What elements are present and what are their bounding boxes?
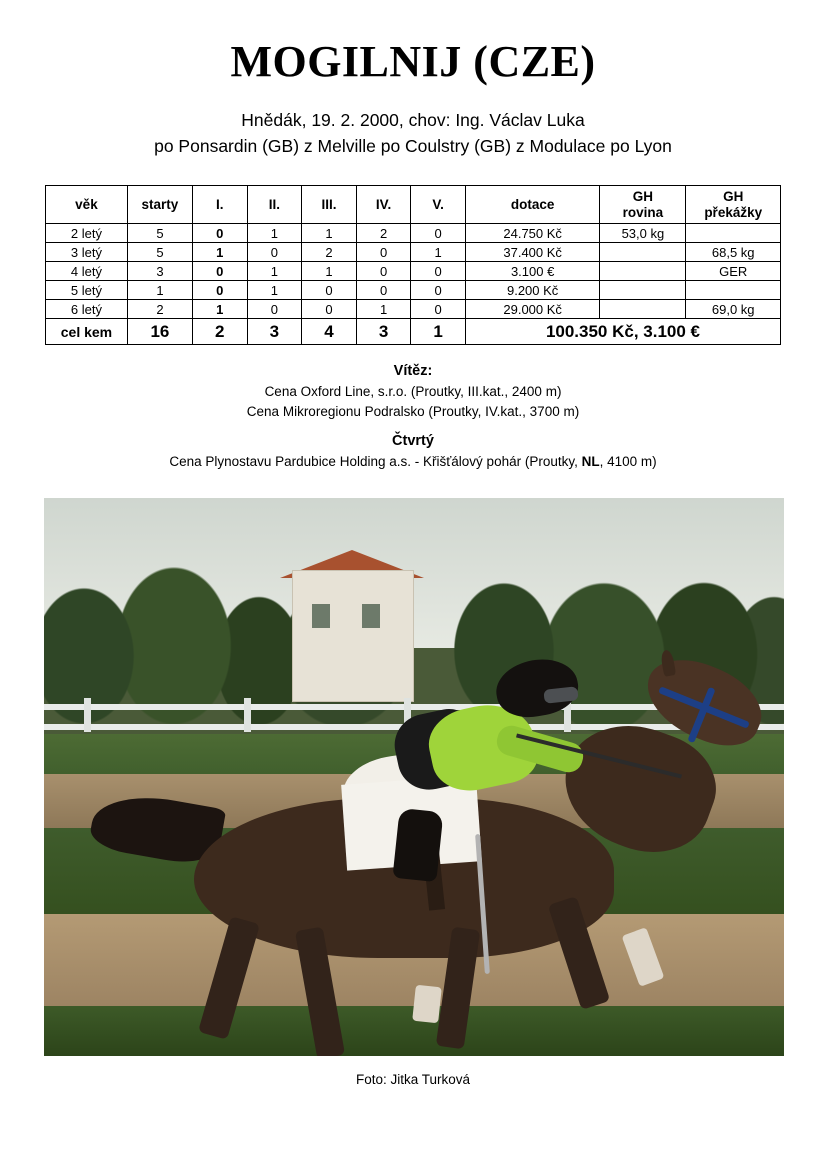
- cell-i: 0: [192, 262, 247, 281]
- winner-heading: Vítěz:: [393, 363, 433, 380]
- cell-i: 0: [192, 281, 247, 300]
- total-v: 1: [411, 319, 466, 345]
- cell-dotace: 9.200 Kč: [465, 281, 599, 300]
- gh-prekazky-line1: GH: [723, 189, 744, 205]
- photo-rail-post: [244, 698, 251, 732]
- cell-vek: 6 letý: [46, 300, 128, 319]
- cell-gh-rovina: [600, 243, 686, 262]
- col-header-iv: IV.: [356, 186, 411, 224]
- cell-vek: 4 letý: [46, 262, 128, 281]
- photo-jockey-boot: [392, 808, 443, 882]
- total-iii: 4: [302, 319, 357, 345]
- col-header-v: V.: [411, 186, 466, 224]
- winner-race-1: Cena Oxford Line, s.r.o. (Proutky, III.kat., 2400 m): [264, 384, 562, 400]
- cell-starty: 2: [127, 300, 192, 319]
- cell-ii: 0: [247, 243, 302, 262]
- gh-rovina-line2: rovina: [622, 204, 664, 220]
- col-header-gh-rovina: [600, 186, 686, 224]
- photo-credit: Foto: Jitka Turková: [355, 1071, 471, 1087]
- table-row: [46, 262, 781, 281]
- fourth-race-pre: Cena Plynostavu Pardubice Holding a.s. - Křišťálový pohár (Proutky,: [169, 454, 582, 470]
- cell-iv: 0: [356, 281, 411, 300]
- total-starty: 16: [127, 319, 192, 345]
- gh-rovina-line1: GH: [632, 189, 654, 205]
- birth-breeder-line: Hnědák, 19. 2. 2000, chov: Ing. Václav Luka: [241, 110, 585, 131]
- cell-ii: 1: [247, 262, 302, 281]
- col-header-starty: starty: [127, 186, 192, 224]
- fourth-race-post: , 4100 m): [599, 454, 657, 470]
- cell-iii: 0: [302, 281, 357, 300]
- winner-race-2: Cena Mikroregionu Podralsko (Proutky, IV.kat., 3700 m): [246, 403, 580, 419]
- cell-gh-prekazky: 69,0 kg: [686, 300, 781, 319]
- cell-iv: 0: [356, 243, 411, 262]
- cell-starty: 5: [127, 243, 192, 262]
- cell-i: 1: [192, 300, 247, 319]
- pedigree-line: po Ponsardin (GB) z Melville po Coulstry (GB) z Modulace po Lyon: [154, 135, 672, 156]
- col-header-gh-prekazky: [686, 186, 781, 224]
- pedigree-block: [44, 108, 782, 159]
- table-row: [46, 300, 781, 319]
- photo-scene: [44, 498, 784, 1056]
- total-ii: 3: [247, 319, 302, 345]
- career-stats-table: [45, 185, 781, 345]
- gh-prekazky-line2: překážky: [704, 204, 763, 220]
- cell-ii: 1: [247, 224, 302, 243]
- cell-dotace: 37.400 Kč: [465, 243, 599, 262]
- photo-house: [292, 570, 414, 702]
- cell-gh-rovina: [600, 262, 686, 281]
- cell-gh-prekazky: [686, 224, 781, 243]
- cell-i: 0: [192, 224, 247, 243]
- cell-dotace: 3.100 €: [465, 262, 599, 281]
- cell-vek: 2 letý: [46, 224, 128, 243]
- cell-gh-rovina: [600, 281, 686, 300]
- cell-gh-prekazky: GER: [686, 262, 781, 281]
- cell-v: 1: [411, 243, 466, 262]
- cell-v: 0: [411, 281, 466, 300]
- total-dotace: 100.350 Kč, 3.100 €: [465, 319, 780, 345]
- cell-vek: 3 letý: [46, 243, 128, 262]
- cell-starty: 5: [127, 224, 192, 243]
- cell-iv: 0: [356, 262, 411, 281]
- cell-gh-rovina: 53,0 kg: [600, 224, 686, 243]
- cell-starty: 3: [127, 262, 192, 281]
- table-row: [46, 281, 781, 300]
- cell-i: 1: [192, 243, 247, 262]
- total-label: cel kem: [46, 319, 128, 345]
- col-header-dotace: dotace: [465, 186, 599, 224]
- page-title: MOGILNIJ (CZE): [230, 37, 596, 86]
- cell-gh-rovina: [600, 300, 686, 319]
- col-header-vek: věk: [46, 186, 128, 224]
- table-row: [46, 243, 781, 262]
- col-header-i: I.: [192, 186, 247, 224]
- cell-iii: 1: [302, 224, 357, 243]
- cell-gh-prekazky: [686, 281, 781, 300]
- cell-iv: 1: [356, 300, 411, 319]
- photo-house-window: [362, 604, 380, 628]
- cell-dotace: 29.000 Kč: [465, 300, 599, 319]
- cell-dotace: 24.750 Kč: [465, 224, 599, 243]
- race-photo: [44, 498, 784, 1056]
- cell-iii: 2: [302, 243, 357, 262]
- cell-v: 0: [411, 224, 466, 243]
- cell-v: 0: [411, 262, 466, 281]
- col-header-iii: III.: [302, 186, 357, 224]
- cell-iii: 0: [302, 300, 357, 319]
- photo-rail-post: [84, 698, 91, 732]
- cell-ii: 0: [247, 300, 302, 319]
- fourth-race-1: [44, 452, 782, 472]
- table-header-row: [46, 186, 781, 224]
- table-row: [46, 224, 781, 243]
- fourth-race-category: NL: [581, 454, 600, 470]
- total-i: 2: [192, 319, 247, 345]
- results-block: [44, 363, 782, 472]
- photo-horse-sock: [412, 985, 442, 1024]
- cell-iv: 2: [356, 224, 411, 243]
- cell-ii: 1: [247, 281, 302, 300]
- cell-vek: 5 letý: [46, 281, 128, 300]
- cell-starty: 1: [127, 281, 192, 300]
- total-iv: 3: [356, 319, 411, 345]
- cell-v: 0: [411, 300, 466, 319]
- cell-gh-prekazky: 68,5 kg: [686, 243, 781, 262]
- fourth-heading: Čtvrtý: [392, 433, 434, 450]
- col-header-ii: II.: [247, 186, 302, 224]
- table-total-row: [46, 319, 781, 345]
- cell-iii: 1: [302, 262, 357, 281]
- photo-house-window: [312, 604, 330, 628]
